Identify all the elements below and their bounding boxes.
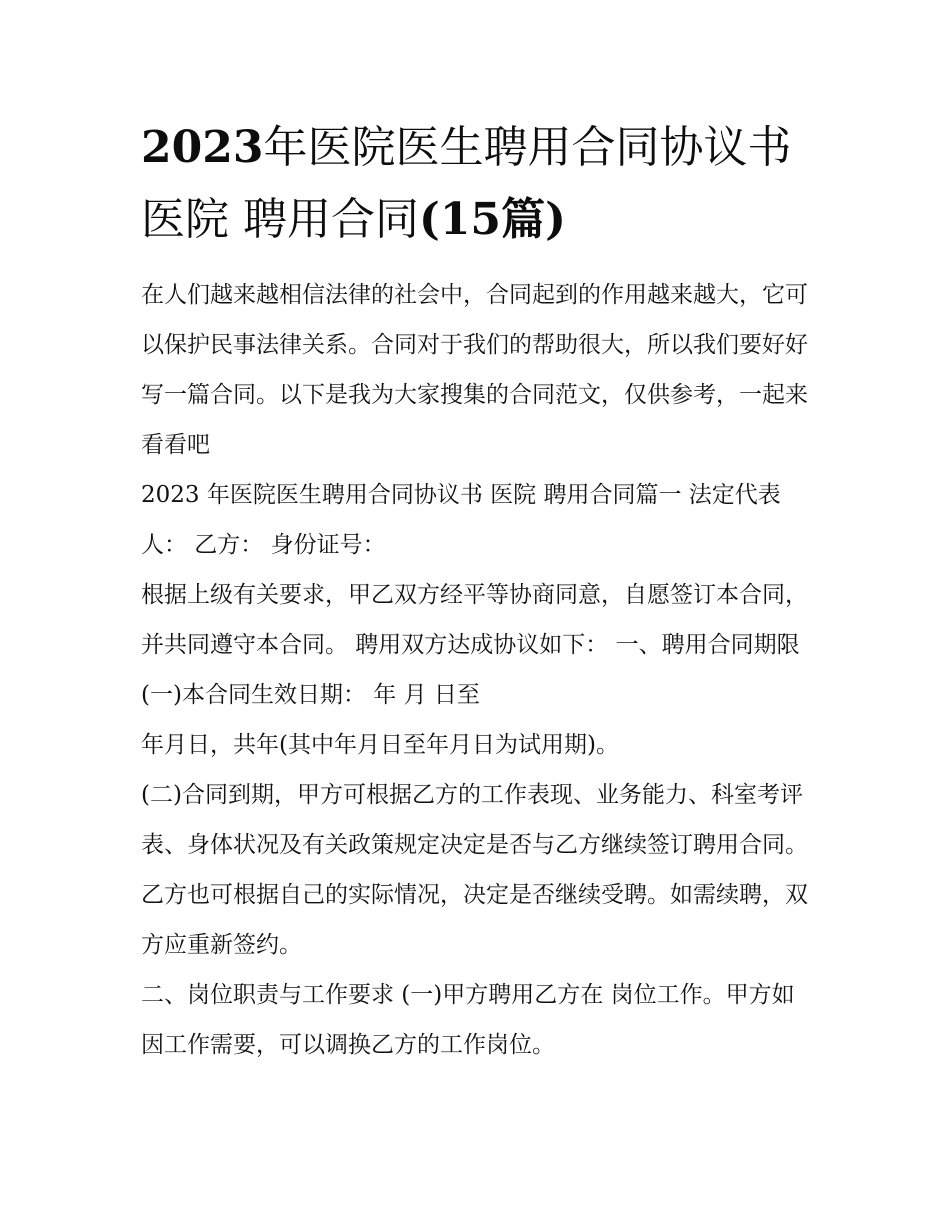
intro-paragraph: 在人们越来越相信法律的社会中，合同起到的作用越来越大，它可以保护民事法律关系。合同对于我们的帮助很大，所以我们要好好写一篇合同。以下是我为大家搜集的合同范文，仅供参考，一起来看看吧	[141, 282, 808, 458]
document-title	[141, 112, 813, 256]
document-body	[141, 112, 813, 1070]
renewal-paragraph: (二)合同到期，甲方可根据乙方的工作表现、业务能力、科室考评表、身体状况及有关政策规定决定是否与乙方继续签订聘用合同。乙方也可根据自己的实际情况，决定是否继续受聘。如需续聘，双方应重新签约。	[141, 782, 808, 958]
title-unit: 篇	[501, 194, 546, 245]
duties-paragraph: 二、岗位职责与工作要求 (一)甲方聘用乙方在 岗位工作。甲方如因工作需要，可以调换乙方的工作岗位。	[141, 982, 795, 1058]
title-close: )	[545, 194, 566, 245]
contract-term-paragraph: 根据上级有关要求，甲乙双方经平等协商同意，自愿签订本合同，并共同遵守本合同。 聘用双方达成协议如下： 一、聘用合同期限 (一)本合同生效日期： 年 月 日至	[141, 582, 808, 708]
title-count: (15	[419, 194, 502, 245]
trial-period-paragraph: 年月日，共年(其中年月日至年月日为试用期)。	[141, 732, 619, 758]
section-heading-paragraph: 2023 年医院医生聘用合同协议书 医院 聘用合同篇一 法定代表人： 乙方： 身份证号：	[141, 482, 781, 558]
title-year: 2023	[141, 122, 264, 173]
title-main: 年医院医生聘用合同协议书 医院 聘用合同	[141, 122, 792, 245]
